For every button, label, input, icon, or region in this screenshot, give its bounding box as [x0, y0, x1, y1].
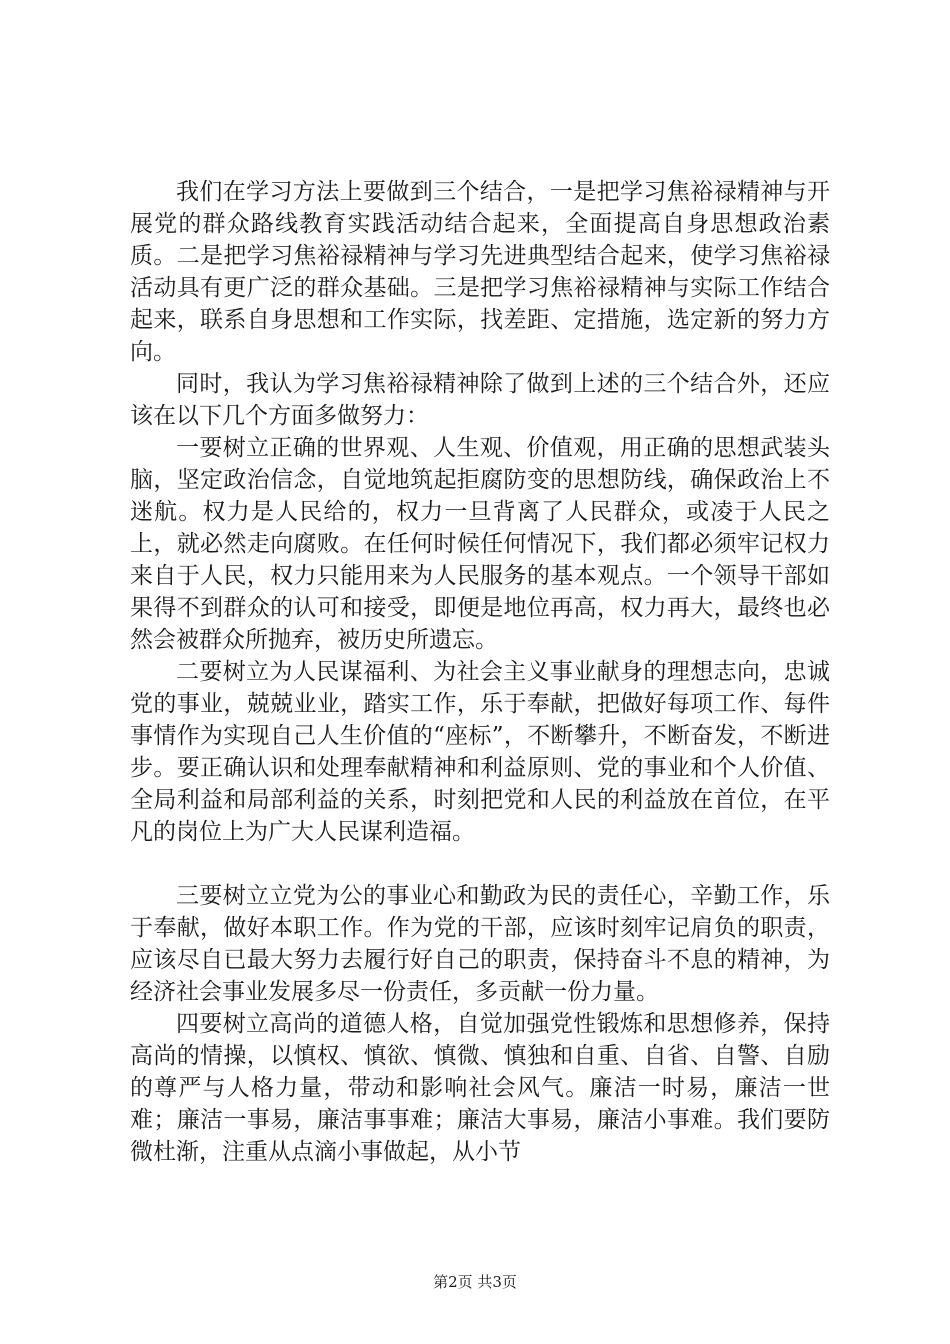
document-body: [130, 176, 830, 1168]
page-number-footer: 第2页 共3页: [433, 1273, 517, 1291]
paragraph-point-two: 二要树立为人民谋福利、为社会主义事业献身的理想志向，忠诚党的事业，兢兢业业，踏实工作，乐于奉献，把做好每项工作、每件事情作为实现自己人生价值的“座标”，不断攀升，不断奋发，不断进步。要正确认识和处理奉献精神和利益原则、党的事业和个人价值、全局利益和局部利益的关系，时刻把党和人民的利益放在首位，在平凡的岗位上为广大人民谋利造福。: [130, 659, 830, 845]
paragraph-point-three: 三要树立立党为公的事业心和勤政为民的责任心，辛勤工作，乐于奉献，做好本职工作。作为党的干部，应该时刻牢记肩负的职责，应该尽自已最大努力去履行好自己的职责，保持奋斗不息的精神，为经济社会事业发展多尽一份责任，多贡献一份力量。: [130, 883, 830, 1005]
paragraph-spacer: [130, 848, 830, 880]
paragraph-additional-efforts: 同时，我认为学习焦裕禄精神除了做到上述的三个结合外，还应该在以下几个方面多做努力：: [130, 371, 830, 429]
paragraph-study-methods: 我们在学习方法上要做到三个结合，一是把学习焦裕禄精神与开展党的群众路线教育实践活动结合起来，全面提高自身思想政治素质。二是把学习焦裕禄精神与学习先进典型结合起来，使学习焦裕禄活动具有更广泛的群众基础。三是把学习焦裕禄精神与实际工作结合起来，联系自身思想和工作实际，找差距、定措施，选定新的努力方向。: [130, 179, 830, 365]
paragraph-point-four: 四要树立高尚的道德人格，自觉加强党性锻炼和思想修养，保持高尚的情操，以慎权、慎欲、慎微、慎独和自重、自省、自警、自励的尊严与人格力量，带动和影响社会风气。廉洁一时易，廉洁一世难；廉洁一事易，廉洁事事难；廉洁大事易，廉洁小事难。我们要防微杜渐，注重从点滴小事做起，从小节: [130, 1011, 830, 1165]
paragraph-point-one: 一要树立正确的世界观、人生观、价值观，用正确的思想武装头脑，坚定政治信念，自觉地筑起拒腐防变的思想防线，确保政治上不迷航。权力是人民给的，权力一旦背离了人民群众，或凌于人民之上，就必然走向腐败。在任何时候任何情况下，我们都必须牢记权力来自于人民，权力只能用来为人民服务的基本观点。一个领导干部如果得不到群众的认可和接受，即便是地位再高，权力再大，最终也必然会被群众所抛弃，被历史所遗忘。: [130, 435, 830, 653]
